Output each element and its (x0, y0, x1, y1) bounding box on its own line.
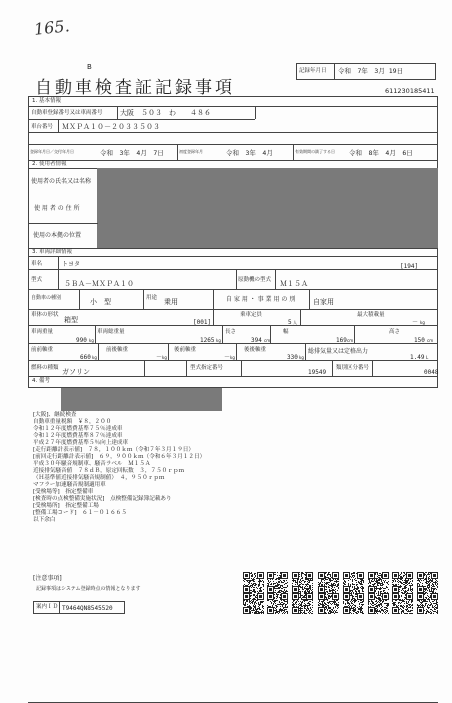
engine-label: 原動機の型式 (238, 277, 272, 283)
qr-code-icon (343, 593, 364, 614)
designation-value: 19549 (308, 369, 327, 376)
qr-code-icon (318, 572, 339, 593)
use-label: 用途 (146, 295, 158, 301)
purpose-value: 自家用 (313, 298, 334, 306)
user-address-label: 使 用 者 の 住 所 (34, 205, 80, 212)
remarks-line: [走行距離計表示値] ７８，１００ｋｍ（令和７年３月１９日） (33, 447, 194, 453)
record-date-value: 令和 7年 3月 19日 (338, 67, 404, 75)
remarks-line: [大阪]、継続検査 (33, 412, 77, 418)
section-owner-heading: 2. 使用者情報 (32, 161, 67, 167)
max-load-unit: kg (420, 320, 425, 325)
shape-code: [001] (193, 319, 212, 326)
height-value: 150 (414, 337, 425, 344)
first-reg-label: 登録年月日／交付年月日 (30, 149, 74, 154)
qr-code-icon (267, 572, 288, 593)
length-unit: cm (264, 338, 271, 343)
notes-id-value: T9464QN8545520 (62, 605, 113, 612)
notes-title: [注意事項] (33, 575, 62, 582)
length-label: 長さ (225, 329, 237, 335)
front-front-axle-label: 前前軸重 (31, 347, 54, 353)
maker-value: トヨタ (62, 261, 81, 268)
reg-number-value: 大阪 ５０３ わ ４８６ (120, 109, 211, 117)
rear-rear-axle-label: 後後軸重 (244, 347, 267, 353)
maker-code: [194] (400, 263, 419, 270)
chassis-label: 車台番号 (31, 124, 54, 130)
b-mark: B (87, 63, 92, 71)
qr-code-icon (368, 572, 389, 593)
gross-weight-unit: kg (216, 338, 221, 343)
width-label: 幅 (283, 329, 289, 335)
qr-code-icon (243, 572, 264, 593)
max-load-value: － (412, 319, 419, 326)
reg-number-label: 自動車登録番号又は車両番号 (31, 110, 103, 116)
qr-code-icon (343, 572, 364, 593)
weight-unit: kg (89, 338, 94, 343)
remarks-line: [前回走行距離計表示値] ６９，９００ｋｍ（令和６年３月１２日） (33, 454, 206, 460)
front-rear-axle-value: － (156, 354, 163, 361)
rear-rear-axle-unit: kg (299, 355, 304, 360)
owner-redaction (97, 168, 438, 248)
designation-label: 型式指定番号 (190, 365, 224, 371)
rear-front-axle-label: 後前軸重 (174, 347, 197, 353)
engine-value: Ｍ１５Ａ (280, 280, 308, 288)
fuel-value: ガソリン (62, 368, 90, 376)
qr-code-icon (417, 572, 438, 593)
fuel-label: 燃料の種類 (31, 365, 59, 371)
qr-code-icon (243, 593, 264, 614)
remarks-line: 自動車重量税額 ￥８，２００ (33, 419, 112, 425)
qr-code-icon (392, 593, 413, 614)
remarks-line: 令和１２年度燃費基準８７％達成車 (33, 433, 123, 439)
record-date-label: 記録年月日 (299, 68, 327, 74)
front-rear-axle-label: 前後軸重 (106, 347, 129, 353)
rear-front-axle-unit: kg (230, 355, 235, 360)
capacity-unit: 人 (293, 320, 297, 325)
qr-code-icon (392, 572, 413, 593)
first-year-value: 令和 3年 4月 (226, 149, 273, 157)
front-front-axle-unit: kg (92, 355, 97, 360)
front-front-axle-value: 660 (80, 354, 91, 361)
remarks-line: 近接排気騒音値 ７８ｄＢ，原定回転数 ３，７５０ｒｐｍ (33, 468, 185, 474)
remarks-line: [受検場等] 指定整備車 (33, 489, 94, 495)
remarks-redaction (61, 388, 222, 411)
qr-code-icon (267, 593, 288, 614)
rear-rear-axle-value: 330 (287, 354, 298, 361)
weight-value: 990 (76, 337, 87, 344)
model-label: 型式 (31, 277, 43, 283)
category-value: 0048 (424, 369, 439, 376)
width-unit: cm (347, 338, 354, 343)
notes-text: 記録事項はシステム登録時点の情報となります (36, 586, 141, 592)
qr-code-icon (417, 593, 438, 614)
remarks-line: 平成２７年度燃費基準５％向上達成車 (33, 440, 129, 446)
remarks-line: マフラー加速騒音規制適用車 (33, 482, 106, 488)
shape-value: 箱型 (64, 316, 78, 324)
kind-label: 自動車の種別 (31, 295, 62, 301)
remarks-line: [整備工場コード] ６１－０１６６５ (33, 510, 127, 516)
remarks-line: 令和１２年度燃費基準７５％達成車 (33, 426, 123, 432)
expiry-label: 有効期間の満了する日 (295, 149, 335, 154)
qr-code-icon (292, 593, 313, 614)
handwritten-number: 165. (33, 16, 71, 39)
category-label: 類別区分番号 (336, 365, 370, 371)
height-label: 高さ (389, 329, 401, 335)
document-number: 611230185411 (385, 87, 435, 95)
gross-weight-value: 1265 (200, 337, 215, 344)
displacement-value: 1.49 (410, 354, 425, 361)
width-value: 169 (336, 337, 347, 344)
capacity-value: 5 (288, 319, 292, 326)
section-remarks-heading: 4. 備考 (32, 378, 50, 384)
base-location-label: 使用の本拠の位置 (33, 232, 82, 239)
max-load-label: 最大積載量 (357, 312, 385, 318)
purpose-label: 自 家 用 ・ 事 業 用 の 別 (226, 296, 296, 303)
remarks-line: 平成３０年騒音規制車、騒音ラベル Ｍ１５Ａ (33, 461, 151, 467)
section-vehicle-heading: 3. 車両詳細情報 (32, 249, 72, 255)
remarks-line: 以下余白 (33, 517, 56, 523)
weight-label: 車両重量 (31, 329, 54, 335)
kind-value: 小 型 (90, 298, 111, 306)
notes-id-label: 案内ＩＤ (36, 604, 59, 610)
maker-label: 車名 (31, 261, 43, 267)
use-value: 乗用 (164, 298, 178, 306)
qr-code-icon (368, 593, 389, 614)
remarks-line: [検査時の点検整備実施状況] 点検整備記録簿記載あり (33, 496, 172, 502)
expiry-value: 令和 8年 4月 6日 (349, 149, 413, 157)
shape-label: 車体の形状 (31, 312, 59, 318)
section-basic-heading: 1. 基本情報 (32, 98, 61, 104)
first-reg-value: 令和 3年 4月 7日 (100, 149, 164, 157)
remarks-text (33, 412, 205, 524)
chassis-value: ＭＸＰＡ１０－２０３３５０３ (62, 123, 160, 131)
height-unit: cm (427, 338, 434, 343)
user-name-label: 使用者の氏名又は名称 (31, 178, 92, 185)
displacement-unit: L (426, 355, 429, 360)
front-rear-axle-unit: kg (162, 355, 167, 360)
displacement-label: 総排気量又は定格出力 (308, 348, 369, 355)
remarks-line: [受検場所] 指定整備工場 (33, 503, 99, 509)
gross-weight-label: 車両総重量 (97, 329, 125, 335)
qr-code-icon (318, 593, 339, 614)
qr-code-icon (292, 572, 313, 593)
rear-front-axle-value: － (224, 354, 231, 361)
length-value: 394 (251, 337, 262, 344)
remarks-line: （Ｈ基準値近接排気騒音規制値） ４，９５０ｒｐｍ (33, 475, 165, 481)
first-year-label: 初度登録年月 (179, 149, 203, 154)
document-title: 自動車検査証記録事項 (35, 78, 235, 98)
model-value: ５ＢＡ－ＭＸＰＡ１０ (64, 280, 134, 288)
capacity-label: 乗車定員 (240, 312, 263, 318)
